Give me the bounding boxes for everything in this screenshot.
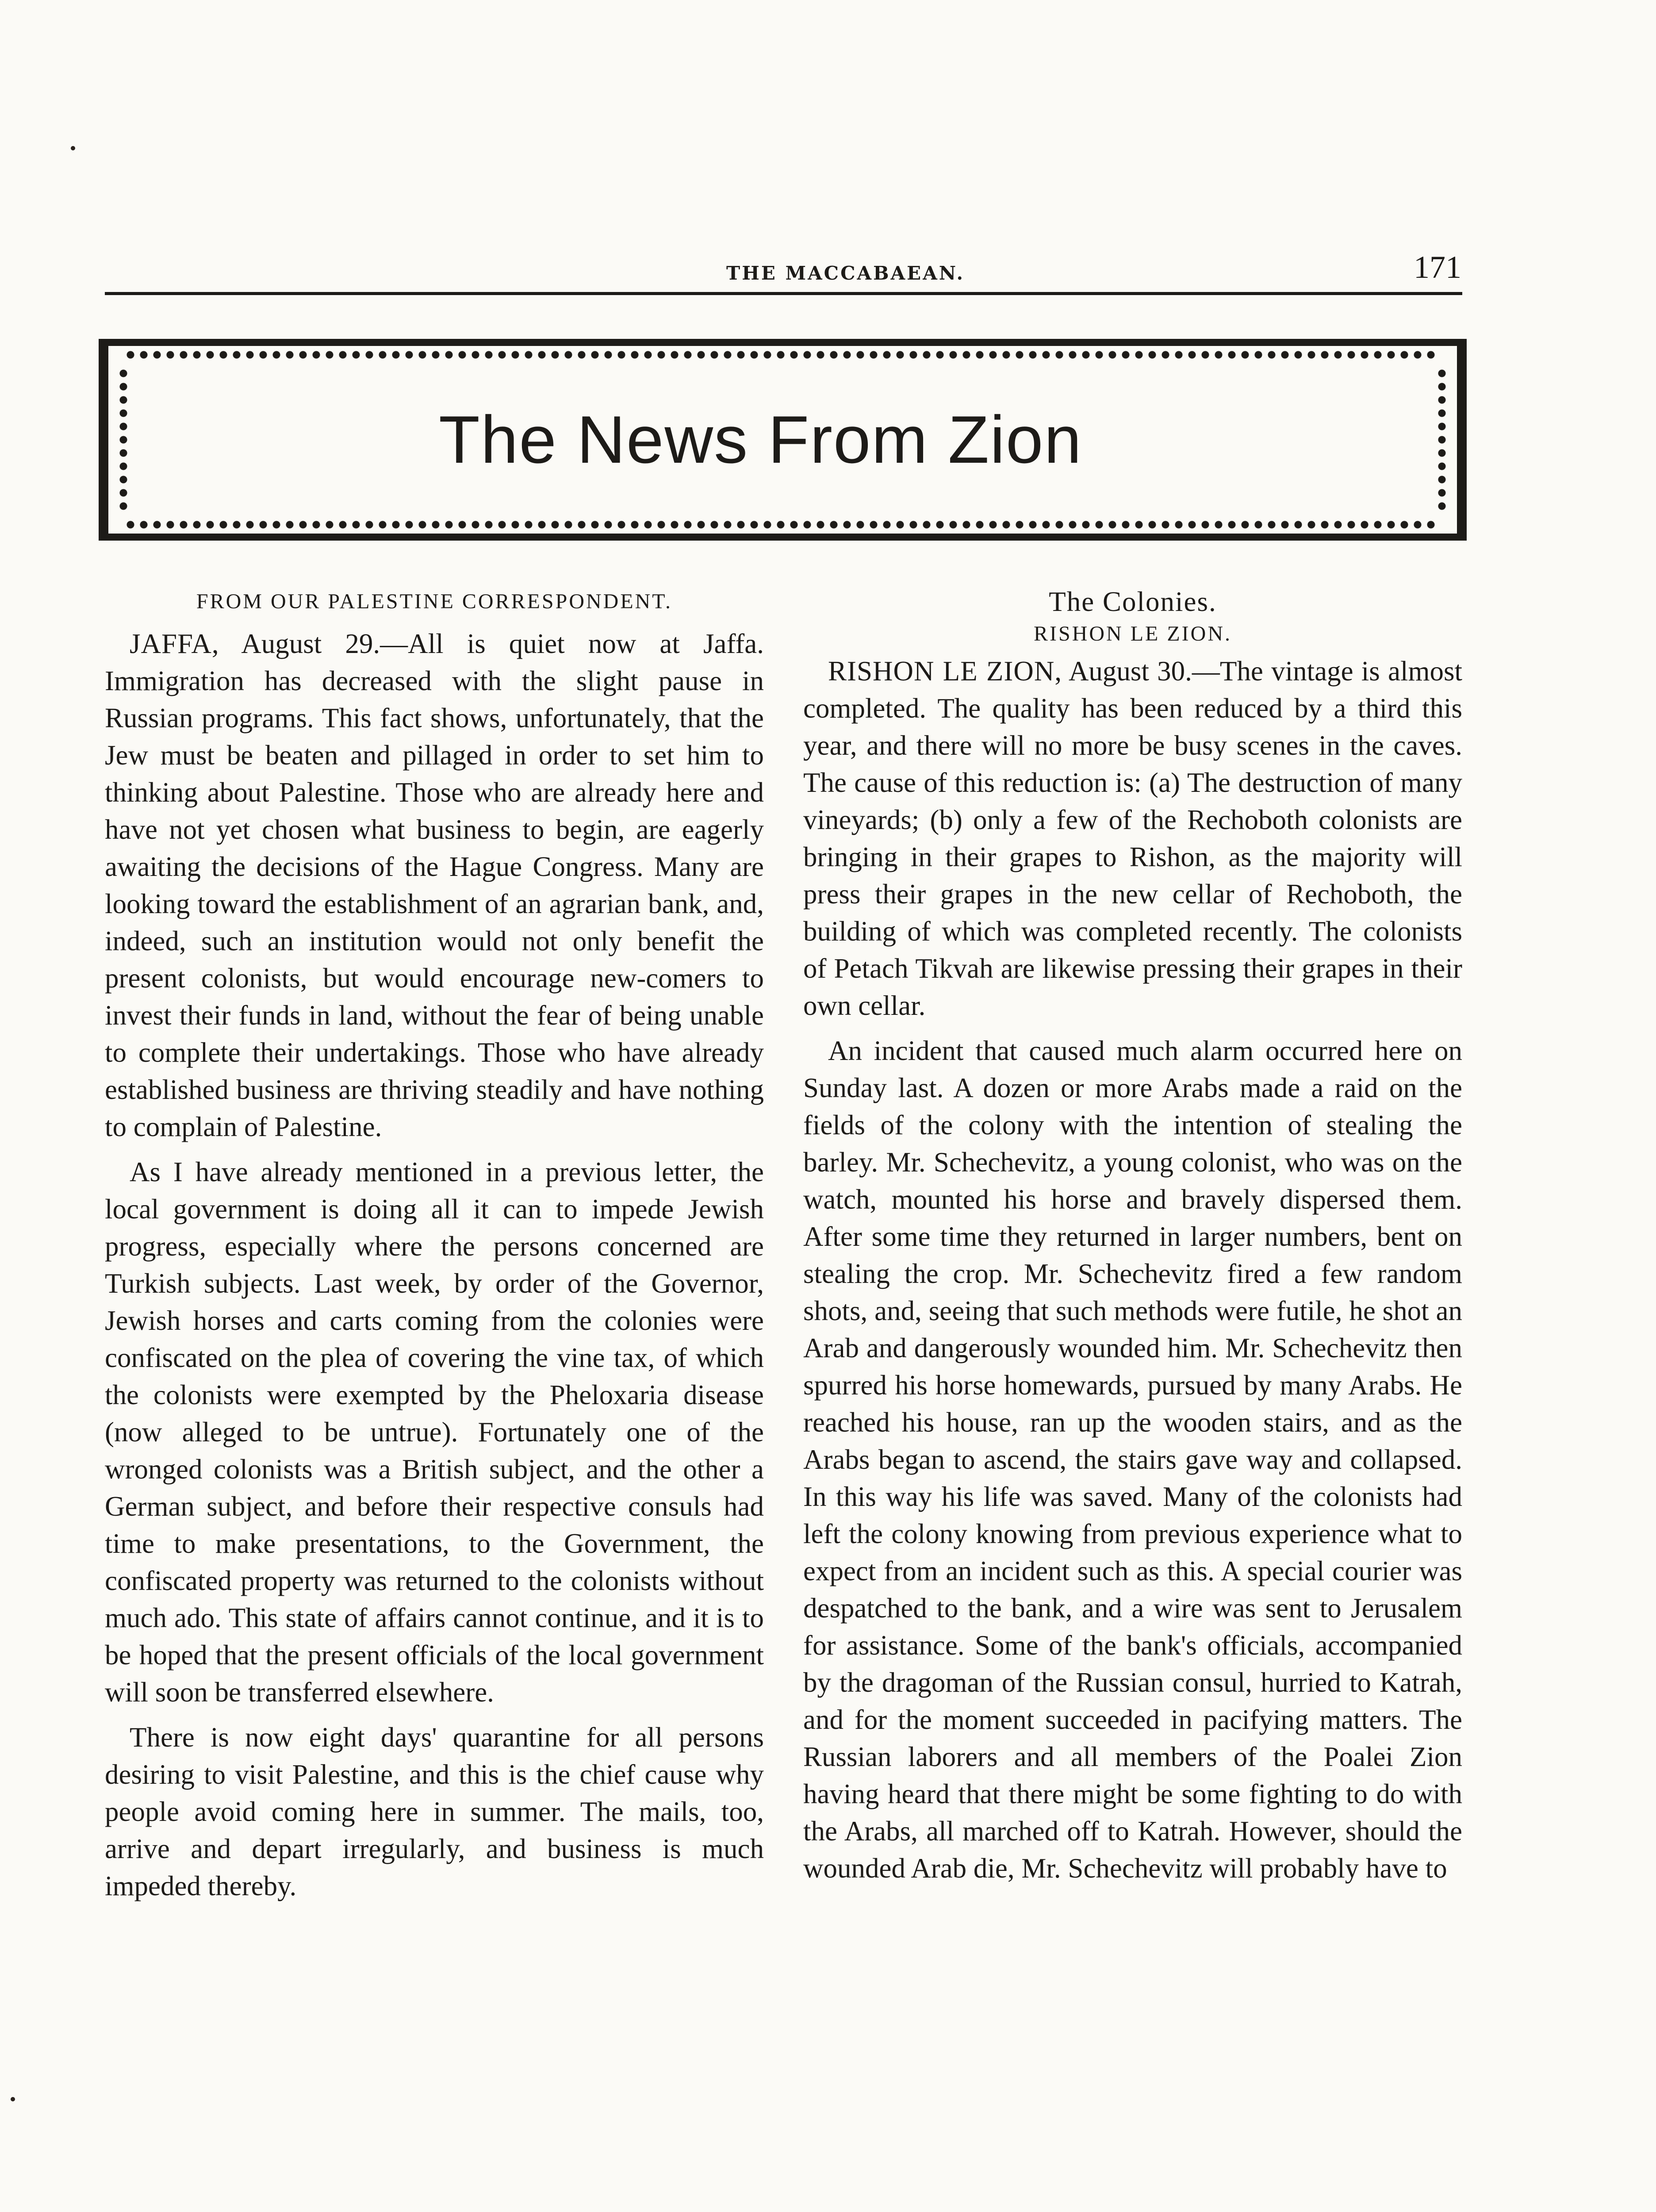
- scan-speck: [11, 2097, 15, 2101]
- quarantine-paragraph: There is now eight days' quarantine for all persons desiring to visit Palestine, and this is the chief cause why people avoid coming here in summer. The mails, too, arrive and depart irregularly, and business is much impeded thereby.: [105, 1722, 764, 1901]
- scan-speck: [71, 146, 75, 150]
- jaffa-paragraph-text: August 29.—All is quiet now at Jaffa. Immigration has decreased with the slight pause in Russian programs. This fact shows, unfortunately, that the Jew must be beaten and pillaged in order to set him to thinking about Palestine. Those who are already here and have not yet chosen what business to begin, are eagerly awaiting the decisions of the Hague Congress. Many are looking toward the establishment of an agrarian bank, and, indeed, such an institution would not only benefit the present colonists, but would encourage new-comers to invest their funds in land, without the fear of being unable to complete their undertakings. Those who have already established business are thriving steadily and have nothing to complain of Palestine.: [105, 628, 764, 1142]
- incident-paragraph: An incident that caused much alarm occurred here on Sunday last. A dozen or more Arabs made a raid on the fields of the colony with the intention of stealing the barley. Mr. Schechevitz, a young colonist, who was on the watch, mounted his horse and bravely dispersed them. After some time they returned in larger numbers, bent on stealing the crop. Mr. Schechevitz fired a few random shots, and, seeing that such methods were futile, he shot an Arab and dangerously wounded him. Mr. Schechevitz then spurred his horse homewards, pursued by many Arabs. He reached his house, ran up the wooden stairs, and as the Arabs began to ascend, the stairs gave way and collapsed. In this way his life was saved. Many of the colonists had left the colony knowing from previous experience what to expect from an incident such as this. A special courier was despatched to the bank, and a wire was sent to Jerusalem for assistance. Some of the bank's officials, accompanied by the dragoman of the Russian consul, hurried to Katrah, and for the moment succeeded in pacifying matters. The Russian laborers and all members of the Poalei Zion having heard that there might be some fighting to do with the Arabs, all marched off to Katrah. However, should the wounded Arab die, Mr. Schechevitz will probably have to: [803, 1035, 1462, 1884]
- article-title: The News From Zion: [439, 402, 1082, 477]
- vintage-paragraph-text: August 30.—The vintage is almost completed. The quality has been reduced by a third this year, and there will no more be busy scenes in the caves. The cause of this reduction is: (a) The destruction of many vineyards; (b) only a few of the Rechoboth colonists are bringing in their grapes to Rishon, as the majority will press their grapes in the new cellar of Rechoboth, the building of which was completed recently. The colonists of Petach Tikvah are likewise pressing their grapes in their own cellar.: [803, 656, 1463, 1021]
- right-border-ornament: [1438, 368, 1446, 511]
- government-paragraph: As I have already mentioned in a previous letter, the local government is doing all it can to impede Jewish progress, especially where the persons concerned are Turkish subjects. Last week, by order of the Governor, Jewish horses and carts coming from the colonies were confiscated on the plea of covering the vine tax, of which the colonists were exempted by the Pheloxaria disease (now alleged to be untrue). Fortunately one of the wronged colonists was a British subject, and the other a German subject, and before their respective consuls had time to make presentations, to the Government, the confiscated property was returned to the colonists without much ado. This state of affairs cannot continue, and it is to be hoped that the present officials of the local government will soon be transferred elsewhere.: [105, 1156, 764, 1708]
- colonies-heading: The Colonies.: [1049, 586, 1217, 617]
- right-column: [803, 586, 1462, 2212]
- rishon-heading: RISHON LE ZION.: [1034, 622, 1232, 645]
- rishon-dateline: RISHON LE ZION,: [828, 656, 1062, 687]
- correspondent-heading: FROM OUR PALESTINE CORRESPONDENT.: [196, 590, 673, 613]
- running-header: [105, 250, 1462, 295]
- article-banner: [99, 339, 1467, 541]
- article-columns: [105, 586, 1462, 2212]
- left-border-ornament: [119, 368, 128, 511]
- page-number: 171: [1414, 250, 1461, 285]
- jaffa-paragraph: [105, 625, 764, 1145]
- jaffa-dateline: JAFFA,: [130, 628, 219, 659]
- left-column: [105, 586, 764, 2212]
- running-title: THE MACCABAEAN.: [726, 262, 965, 284]
- vintage-paragraph: [803, 653, 1462, 1024]
